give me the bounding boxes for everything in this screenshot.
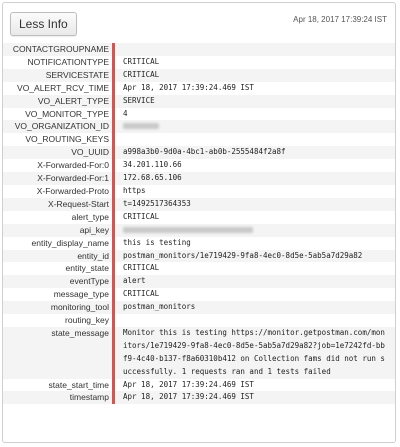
table-row bbox=[3, 224, 395, 237]
field-key: entity_state bbox=[65, 263, 109, 274]
table-row bbox=[3, 288, 395, 301]
severity-bar bbox=[112, 314, 115, 327]
field-key: entity_id bbox=[77, 250, 109, 261]
field-key: timestamp bbox=[69, 392, 109, 403]
field-value: Apr 18, 2017 17:39:24.469 IST bbox=[123, 82, 254, 92]
field-value: this is testing bbox=[123, 237, 191, 247]
table-row bbox=[3, 327, 395, 379]
redacted-value bbox=[123, 227, 253, 233]
panel-header bbox=[3, 3, 395, 43]
field-key: api_key bbox=[79, 224, 109, 235]
table-row bbox=[3, 172, 395, 185]
field-key: VO_ALERT_TYPE bbox=[37, 95, 109, 106]
table-row bbox=[3, 133, 395, 146]
field-value: Apr 18, 2017 17:39:24.469 IST bbox=[123, 392, 254, 402]
table-row bbox=[3, 314, 395, 327]
field-key: VO_ORGANIZATION_ID bbox=[14, 121, 109, 132]
field-key: message_type bbox=[53, 289, 109, 300]
table-row bbox=[3, 262, 395, 275]
redacted-value bbox=[123, 123, 159, 129]
alert-fields-table bbox=[3, 43, 395, 404]
field-value: a998a3b0-9d0a-4bc1-ab0b-2555484f2a8f bbox=[123, 147, 286, 157]
field-value: CRITICAL bbox=[123, 69, 160, 79]
table-row bbox=[3, 275, 395, 288]
table-row bbox=[3, 237, 395, 250]
field-value bbox=[115, 120, 395, 133]
field-key: VO_UUID bbox=[71, 147, 109, 158]
field-value: 4 bbox=[123, 108, 128, 118]
field-key: eventType bbox=[69, 276, 109, 287]
field-value: SERVICE bbox=[123, 95, 155, 105]
table-row bbox=[3, 56, 395, 69]
table-row bbox=[3, 379, 395, 392]
field-value: postman_monitors/1e719429-9fa8-4ec0-8d5e-5ab5a7d29a82 bbox=[123, 250, 363, 260]
less-info-button[interactable]: Less Info bbox=[10, 12, 77, 36]
field-value: CRITICAL bbox=[123, 289, 160, 299]
field-key: VO_MONITOR_TYPE bbox=[25, 108, 109, 119]
field-key: monitoring_tool bbox=[50, 302, 109, 313]
field-value: 34.201.110.66 bbox=[123, 160, 182, 170]
table-row bbox=[3, 250, 395, 263]
table-row bbox=[3, 82, 395, 95]
field-key: state_message bbox=[51, 327, 109, 338]
table-row bbox=[3, 159, 395, 172]
field-value: Apr 18, 2017 17:39:24.469 IST bbox=[123, 379, 254, 389]
field-key: X-Forwarded-For:0 bbox=[37, 160, 109, 171]
field-key: X-Forwarded-Proto bbox=[36, 185, 109, 196]
table-row bbox=[3, 120, 395, 133]
table-row bbox=[3, 69, 395, 82]
field-key: X-Request-Start bbox=[48, 198, 109, 209]
table-row bbox=[3, 43, 395, 56]
field-value: CRITICAL bbox=[123, 56, 160, 66]
field-key: alert_type bbox=[71, 211, 109, 222]
field-key: VO_ROUTING_KEYS bbox=[25, 134, 109, 145]
severity-bar bbox=[112, 133, 115, 146]
field-value bbox=[115, 224, 395, 237]
table-row bbox=[3, 185, 395, 198]
severity-bar bbox=[112, 43, 115, 56]
table-row bbox=[3, 301, 395, 314]
field-value: CRITICAL bbox=[123, 263, 160, 273]
field-key: X-Forwarded-For:1 bbox=[37, 173, 109, 184]
alert-timestamp: Apr 18, 2017 17:39:24 IST bbox=[293, 15, 387, 24]
field-key: SERVICESTATE bbox=[45, 69, 109, 80]
alert-details-panel bbox=[2, 2, 396, 443]
field-key: CONTACTGROUPNAME bbox=[12, 44, 109, 54]
field-value: postman_monitors bbox=[123, 302, 196, 312]
table-row bbox=[3, 108, 395, 121]
field-value: CRITICAL bbox=[123, 211, 160, 221]
table-row bbox=[3, 146, 395, 159]
field-key: VO_ALERT_RCV_TIME bbox=[17, 82, 109, 93]
field-key: routing_key bbox=[65, 315, 109, 326]
table-row bbox=[3, 391, 395, 404]
field-value: Monitor this is testing https://monitor.getpostman.com/monitors/1e719429-9fa8-4ec0-8d5e-5ab5a7d29a82?job=1e7242fd-bbf9-4c40-b137-f8a60310b412 on Collection fams did not run successfully. 1 requests ran and 1 tests failed bbox=[123, 327, 385, 376]
table-row bbox=[3, 211, 395, 224]
field-value: t=1492517364353 bbox=[123, 198, 191, 208]
table-row bbox=[3, 198, 395, 211]
field-key: entity_display_name bbox=[31, 237, 109, 248]
field-value: 172.68.65.106 bbox=[123, 173, 182, 183]
table-row bbox=[3, 95, 395, 108]
field-key: NOTIFICATIONTYPE bbox=[27, 56, 109, 67]
field-value: alert bbox=[123, 276, 146, 286]
field-key: state_start_time bbox=[48, 379, 109, 390]
field-value: https bbox=[123, 185, 146, 195]
